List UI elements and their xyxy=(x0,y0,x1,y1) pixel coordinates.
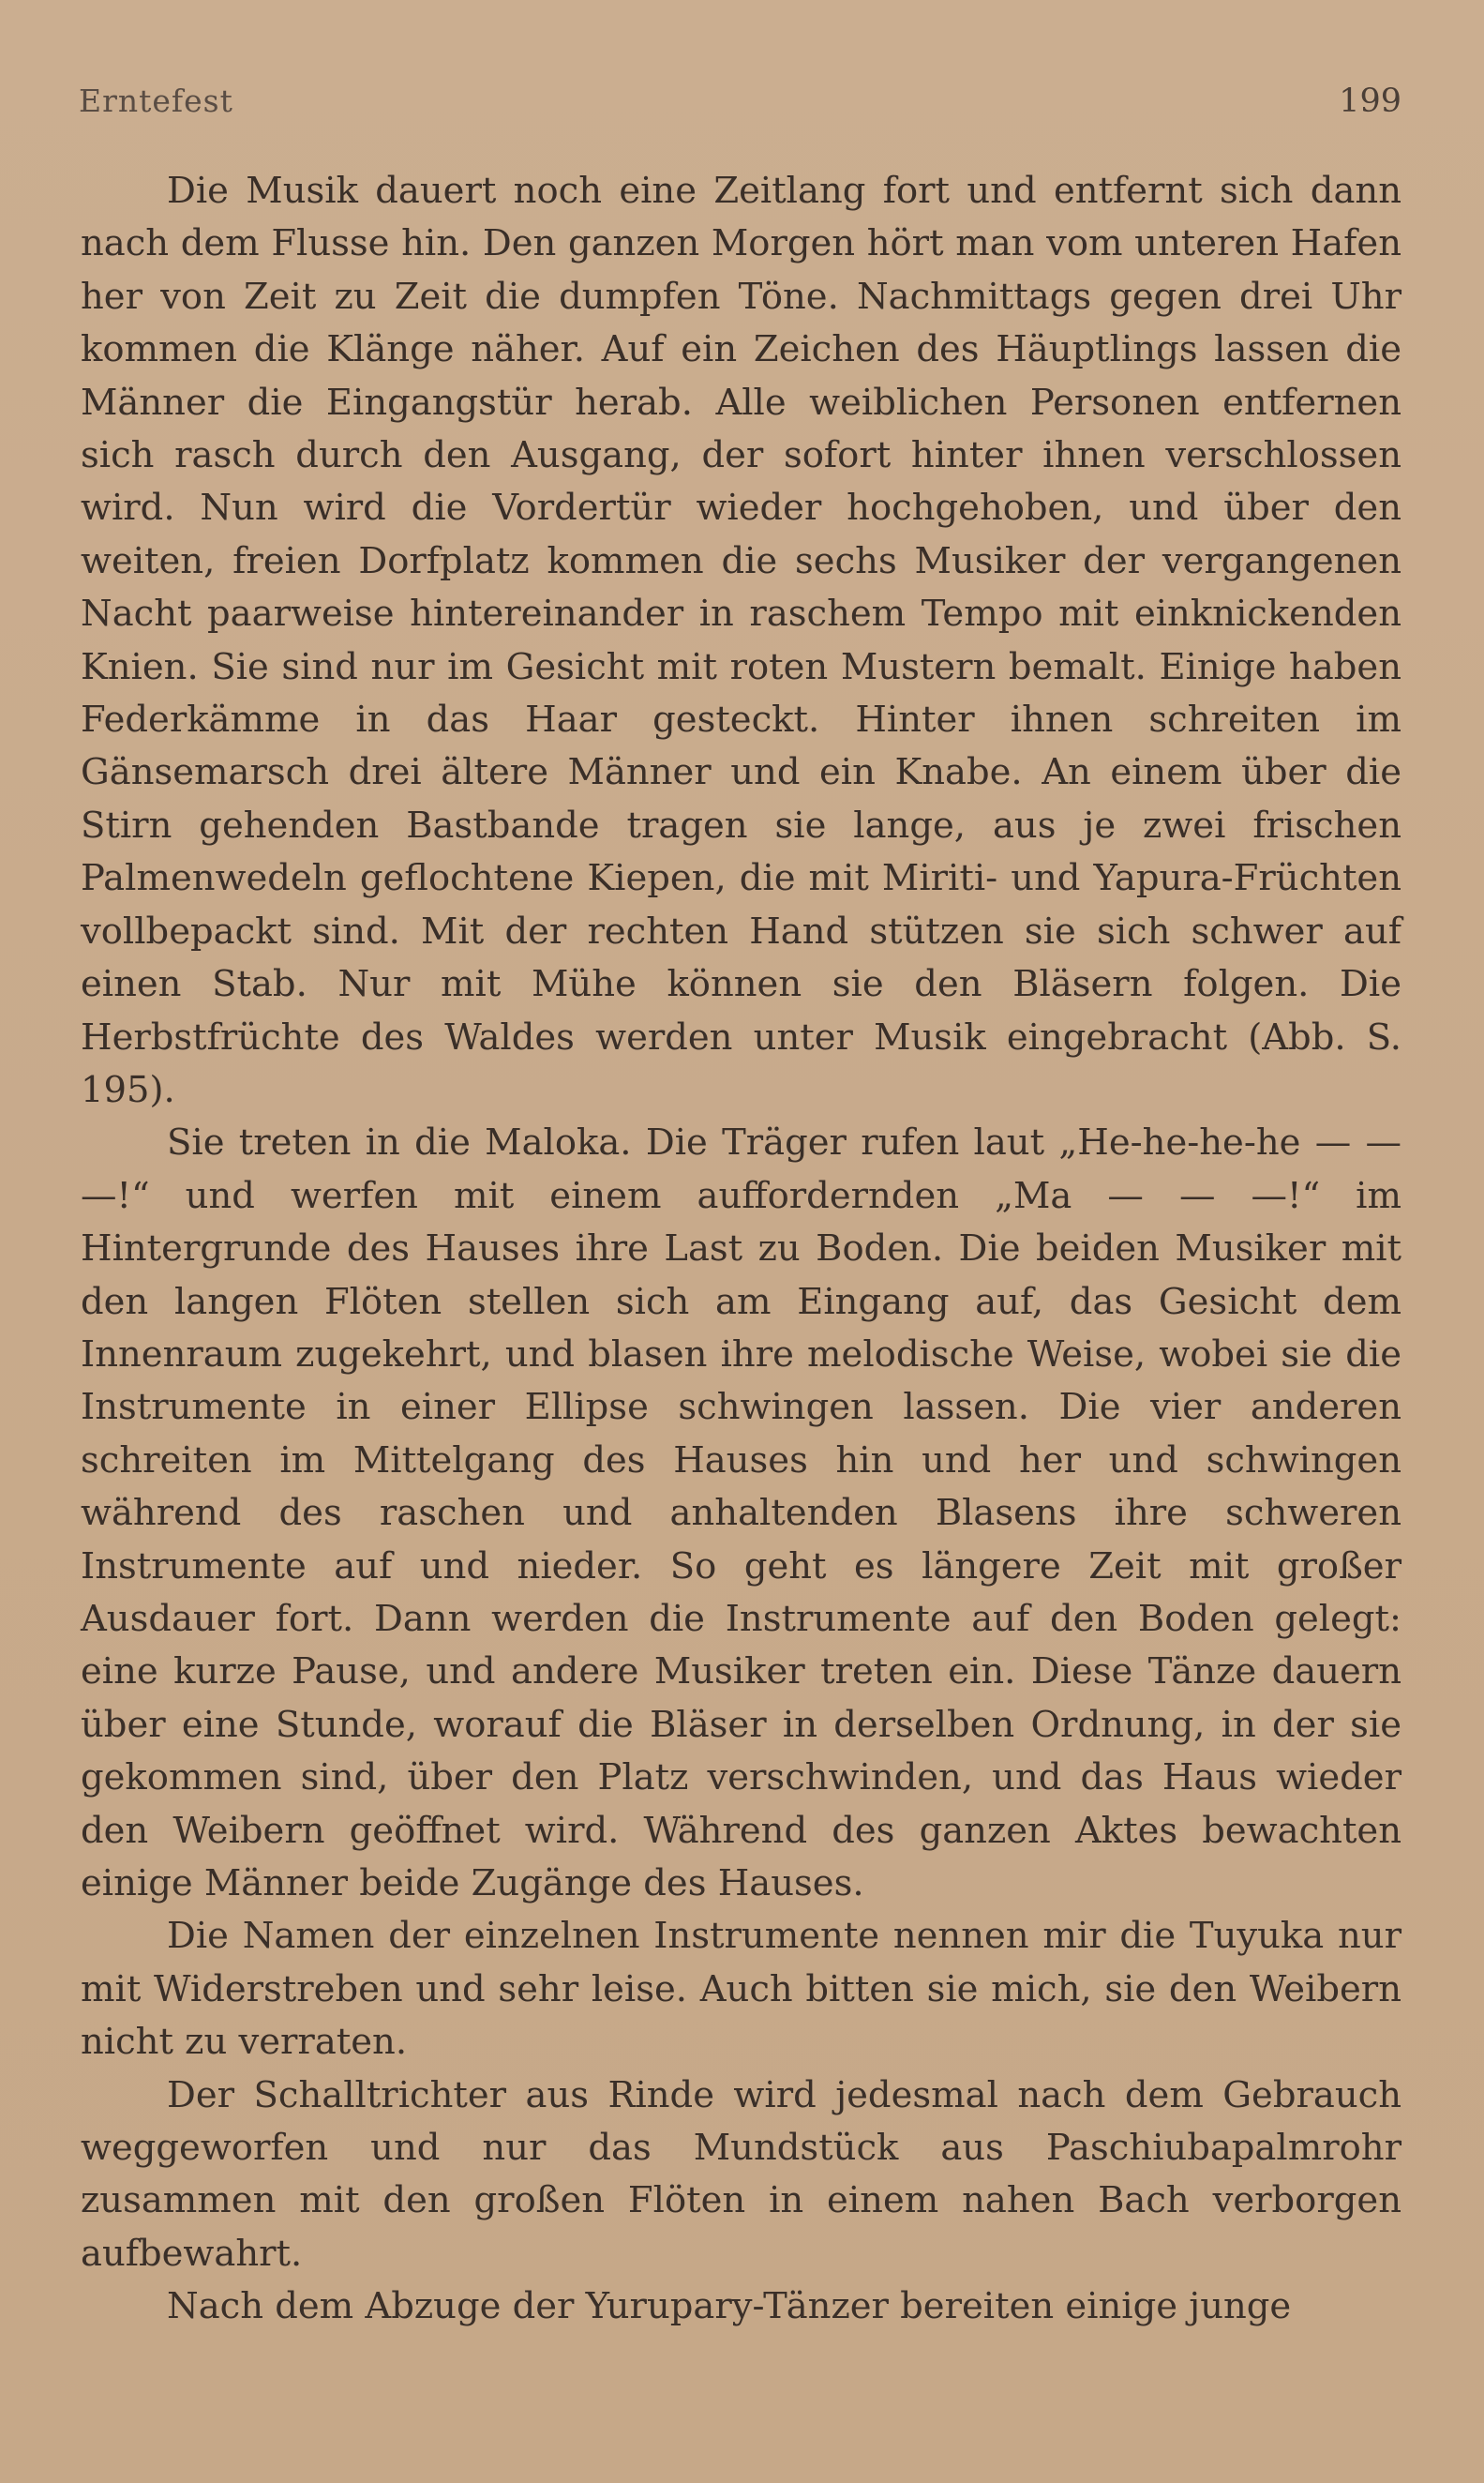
paragraph: Der Schalltrichter aus Rinde wird jedesmal nach dem Gebrauch weggeworfen und nur das Mundstück aus Paschiubapalmrohr zusammen mit den großen Flöten in einem nahen Bach verborgen aufbewahrt. xyxy=(81,2073,1402,2275)
paragraph: Die Namen der einzelnen Instrumente nennen mir die Tuyuka nur mit Widerstreben und sehr leise. Auch bitten sie mich, sie den Weibern nicht zu verraten. xyxy=(81,1915,1402,2064)
paragraph: Die Musik dauert noch eine Zeitlang fort und entfernt sich dann nach dem Flusse hin. Den ganzen Morgen hört man vom unteren Hafen her von Zeit zu Zeit die dumpfen Töne. Nachmittags gegen drei Uhr kommen die Klänge näher. Auf ein Zeichen des Häuptlings lassen die Männer die Eingangstür herab. Alle weiblichen Personen entfernen sich rasch durch den Ausgang, der sofort hinter ihnen verschlossen wird. Nun wird die Vordertür wieder hochgehoben, und über den weiten, freien Dorfplatz kommen die sechs Musiker der vergangenen Nacht paarweise hintereinander in raschem Tempo mit einknickenden Knien. Sie sind nur im Gesicht mit roten Mustern bemalt. Einige haben Federkämme in das Haar gesteckt. Hinter ihnen schreiten im Gänsemarsch drei ältere Männer und ein Knabe. An einem über die Stirn gehenden Bastbande tragen sie lange, aus je zwei frischen Palmenwedeln geflochtene Kiepen, die mit Miriti- und Yapura-Früchten vollbepackt sind. Mit der rechten Hand stützen sie sich schwer auf einen Stab. Nur mit Mühe können sie den Bläsern folgen. Die Herbstfrüchte des Waldes werden unter Musik eingebracht (Abb. S. 195). xyxy=(81,170,1402,1111)
body-text xyxy=(81,165,1402,2334)
running-head xyxy=(79,83,1402,128)
page-number: 199 xyxy=(1339,83,1402,120)
paragraph: Sie treten in die Maloka. Die Träger rufen laut „He-he-he-he — — —!“ und werfen mit einem auffordernden „Ma — — —!“ im Hintergrunde des Hauses ihre Last zu Boden. Die beiden Musiker mit den langen Flöten stellen sich am Eingang auf, das Gesicht dem Innenraum zugekehrt, und blasen ihre melodische Weise, wobei sie die Instrumente in einer Ellipse schwingen lassen. Die vier anderen schreiten im Mittelgang des Hauses hin und her und schwingen während des raschen und anhaltenden Blasens ihre schweren Instrumente auf und nieder. So geht es längere Zeit mit großer Ausdauer fort. Dann werden die Instrumente auf den Boden gelegt: eine kurze Pause, und andere Musiker treten ein. Diese Tänze dauern über eine Stunde, worauf die Bläser in derselben Ordnung, in der sie gekommen sind, über den Platz verschwinden, und das Haus wieder den Weibern geöffnet wird. Während des ganzen Aktes bewachten einige Männer beide Zugänge des Hauses. xyxy=(81,1121,1402,1904)
running-title: Erntefest xyxy=(79,83,233,119)
paragraph: Nach dem Abzuge der Yurupary-Tänzer bereiten einige junge xyxy=(167,2285,1292,2328)
